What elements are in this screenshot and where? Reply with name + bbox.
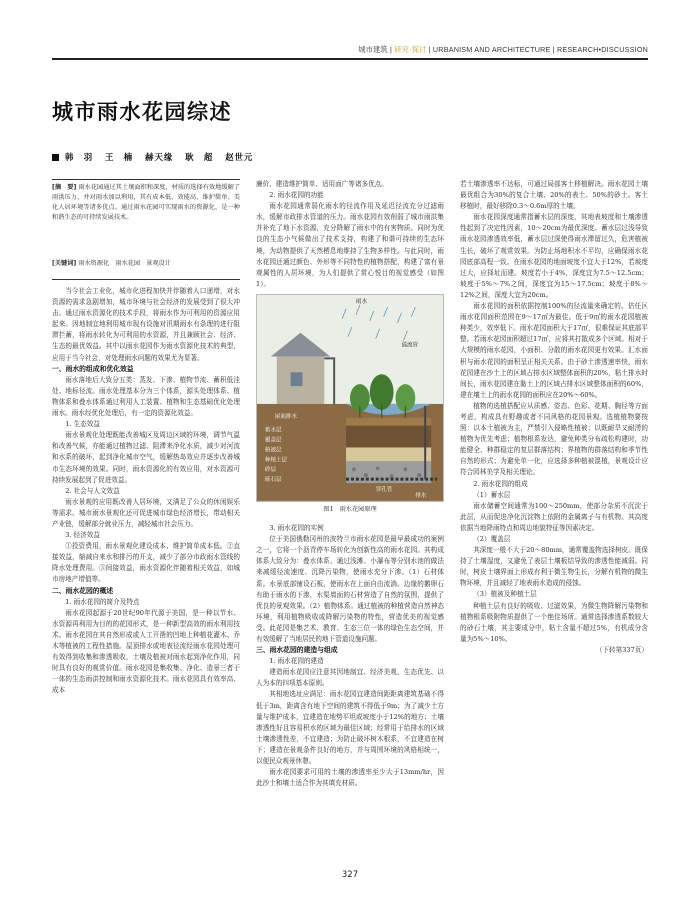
figure-caption: 图1 雨水花园原理 [323, 505, 377, 513]
paragraph: 廉价、建造维护简单、适用面广等诸多优点。 [256, 180, 388, 188]
soil-layer [346, 426, 431, 448]
paragraph: 若土壤渗透率不达标，可通过局部客土移植解决。雨水花园土壤最优组合为30%的复合土壤、20%的表土、50%的砂土。客土移植时，最好移除0.3～0.6m厚的土壤。 [460, 180, 648, 211]
author-names [65, 151, 261, 163]
journal-category: RESEARCH•DISCUSSION [557, 45, 648, 54]
section-heading: 二、雨水花园的概述 [52, 586, 114, 595]
label-ponding: 蓄水层 [264, 427, 282, 434]
paragraph: ①投资费用，雨水景观化建设成本、维护简单成本低。②直接效益，缩减自来水和排污的开支，减少了部分市政雨水管线的降水处理费用。③间接效益，雨水资源化伴随着相关效益，如城市房地产增值等。 [52, 542, 240, 584]
label-drain: 排水 [415, 492, 427, 499]
paragraph: 雨水落地后大致分五类：蒸发、下渗、植物节流、蓄积低洼处、地标径流。雨水处理基本分为三个体系，源头处理体系、植物体系和叠水体系通过利用人工装置、植物和生态基础优化处理雨水。雨水经优化处理后，有一定的资源化效益。 [52, 375, 240, 418]
journal-section: 城市建筑 [358, 45, 388, 54]
label-vegetation: 植被层 [264, 447, 282, 454]
continued-note: （下转第337页） [595, 645, 648, 654]
paragraph: 其深度一般不大于20～80mm，通常覆盖物选择树皮。既保持了土壤湿度，又避免了表层土壤板结导致的渗透性能减弱。同时，树皮土壤界面上形成有利于微生物生长，分解有机物的微生物环境，并且减轻了地表雨水造成的侵蚀。 [460, 546, 648, 588]
mulch-layer [346, 418, 431, 426]
label-mulch: 覆盖层 [264, 437, 282, 444]
subsection-heading: 1. 雨水花园的建造 [269, 657, 324, 666]
paragraph: 种植土层有良好的吸收、过滤效果，为微生物降解污染物和植物根系吸附物质提供了一个绝佳场所。通常选择渗透系数较大的砂石土壤，其主要成分中，粘土含量不超过5%，有机成分含量为5%～10%、 [460, 601, 648, 643]
label-roof-drain: 屋面排水 [274, 413, 297, 420]
subsection-heading: 1. 雨水花园的简介及特点 [65, 597, 140, 606]
paragraph: 雨水花园起源于20世纪90年代源于美国，是一种以节水、水资源再利用为目的的花园形式，是一种新型高效的雨水利用技术。雨水花园在其自然形成或人工开凿的凹地上种植花灌木、乔木等植被的工程性措施。屋顶排水或地表径流经雨水花园处理可有效得到收集和渗透吸收，土壤及植被对雨水起到净化作用，同时具有良好的观赏价值。雨水花园是集收集、净化、造景三者于一体的生态雨洪控制和雨水资源化技术。雨水花园具有效率高、成本 [52, 608, 240, 695]
article-title: 城市雨水花园综述 [52, 100, 232, 124]
section-heading: 三、雨水花园的建造与组成 [256, 646, 338, 655]
label-sand: 砂层 [264, 467, 276, 474]
paragraph: 雨水景观化处理既能改善城区及周边区域的环境，调节气温和改善气候，亦能通过植物过滤、阻滞来净化水质，减少对河流和水系的破坏，起到净化城市空气，缓解热岛效应并逐步改善城市生态环境的效果。同时，雨水资源化的有效应用，对水资源可持续发展起到了促进效益。 [52, 431, 240, 484]
author: 韩 羽 [65, 152, 94, 162]
keywords-text: 雨水资源化 雨水花园 景观设计 [78, 260, 171, 267]
paragraph: 位于美国俄勒冈州的波特兰市雨水花园是最早最成功的案例之一，它将一个沥青停车场转化为创新性高的雨水花园。其构成体系大致分为：叠水体系、通过浅滩、小瀑布等分别水池的做法来减缓径流速度、沉降污染物，使雨水充分下渗。（1）石材体系。水景底部铺设石板，使雨水在上面自由流淌。边缘的鹅卵石有助于雨水的下渗，水渠墙面的石材营造了自然的氛围，提供了优良的景观效果。（2）植物体系。通过植被的种植营造自然神态环境，利用植物吸收或降解污染物的特性，营造优美的视觉感受。此花园是集艺术、教育、生态三位一体的绿色生态空间，并有效缓解了当地居民的地下管道设施问题。 [256, 535, 444, 643]
page-number: 327 [341, 870, 359, 880]
abstract-text: 雨水花园通过其土壤面积和深度，材质的选择有效地缓解了雨洪压力，并对雨水加以利用，其有成本低、效能高、维护简单、美化人居环境等诸多优点。通过雨水花园可实现雨水的资源化，是一种和谐生态的可持续发展技术。 [52, 184, 240, 221]
author: 赵世元 [225, 152, 254, 162]
header-divider [52, 58, 648, 60]
paragraph: 雨水花园通常弱化雨水的径流作用及延迟径流充分过滤雨水，缓解市政排水管道的压力。雨水花园有效削弱了城市雨洪集并补充了地下水资源，充分降解了雨水中的有害物质。同时为优良的生态小气候做出了技术支持，构建了和谐可持续的生态环境，为动物提供了天然栖息地维持了生物多样性。与此同时，雨水花园还通过颜色、外形等不同特性的植物搭配，构建了富有景观属性的人居环境，为人们提供了赏心悦目的视觉感受（如图1）。 [256, 202, 444, 288]
label-overflow-pipe: 溢流管 [401, 342, 419, 349]
rain-garden-diagram [256, 294, 444, 502]
keywords-label: [关键词] [52, 260, 77, 267]
label-perforated-pipe: 穿孔管 [375, 486, 393, 493]
label-rain: 雨水 [355, 298, 368, 305]
author-line [52, 151, 261, 163]
paragraph: 雨水花园深度通常指蓄水层的深度，其地表坡度和土壤渗透性起到了决定性因素，10～20cm为最优深度。蓄水层过浅导致雨水花园渗透效率低，蓄水层过深使得雨水滞留过久，危害植被生长，破坏了观赏效果。为防止场地积水不平均，应确保雨水花园底部高程一致。在雨水花园的地面坡度不宜大于12%，若坡度过大，应择址而建。坡度若小于4%，深度宜为7.5～12.5cm；坡度于5%～7%之间，深度宜为15～17.5cm；坡度于8%～12%之间，深度大宜为20cm。 [460, 213, 648, 299]
text-column-3 [460, 179, 648, 656]
subsection-heading: 3. 经济效益 [65, 531, 100, 540]
section-heading: 一、雨水的组成和优化效益 [52, 364, 134, 373]
paragraph: 其相地选址应满足：雨水花园宜建造间距距离建筑基础不得低于3m，距离含有地下空间的建筑不得低于9m；为了减少土方量与维护成本，宜建造在地势平坦或坡度小于12%的地方；土壤渗透性好且容易积水的区域为最佳区域；经常用于给排水的区域土壤渗透性差，不宜建造；为防止破坏树木根系，不宜建造在树下；建造在景观条件良好的地方，并与周围环境的风格相统一，以便民众观景休憩。 [256, 690, 444, 765]
rain-garden-diagram-svg [257, 295, 443, 501]
author: 赫天缘 [145, 152, 174, 162]
abstract-label: [摘 要] [52, 184, 77, 191]
sub-subsection-heading: （1）蓄水层 [473, 490, 511, 499]
abstract-block [52, 179, 240, 280]
subsection-heading: 2. 雨水花园的组成 [473, 479, 528, 488]
author: 耿 超 [185, 152, 214, 162]
paragraph: 雨水花园的面积依据控制100%的径流量来确定的。估任区雨水花园面积范围在9～17㎡为最佳。低于9㎡的雨水花园植被种类少，效率低下。雨水花园面积大于17㎡，很难保证其底部平整。若雨水花园面积超过17㎡，应将其打散成多个区域。相对于大规模的雨水花园，小面积、分散的雨水花园更有效果。汇水面积与雨水花园的面积呈正相关关系。由于砂土渗透速率快，雨水花园建在沙土上的区域占排水区域整体面积的20%，粘土排水时间长，雨水花园建在黏土上的区域占排水区域整体面积的60%，建在壤土上的雨水花园的面积应在20%～60%。 [460, 302, 648, 399]
text-column-1 [52, 179, 240, 696]
journal-english: URBANISM AND ARCHITECTURE [432, 45, 551, 54]
paragraph: 当今社会工业化，城市化进程加快并伴随着人口递增，对水资源的需求急剧增加，城市环境与社会经济的发展受到了很大冲击。通过雨水资源化的技术手段，将雨水作为可利用的资源应用起来。因地制宜地利用城市现有设施对汛期雨水有条理的进行阻滞拦蓄，将雨水转化为可利用的水资源，并且兼顾社会、经济、生态的最优效益。其中以雨水花园作为雨水资源化技术的典型，应用于当今社会，对处理雨水问题的效果尤为显著。 [52, 287, 240, 362]
square-bullet-icon [52, 154, 59, 161]
label-soil: 种植土层 [264, 457, 288, 464]
subsection-heading: 2. 雨水花园的功能 [269, 191, 324, 200]
label-gravel: 砾石层 [264, 477, 282, 484]
journal-header: 城市建筑 | 研究·探讨 | URBANISM AND ARCHITECTURE | RESEARCH•DISCUSSION [358, 45, 648, 54]
subsection-heading: 3. 雨水花园的实例 [269, 524, 324, 533]
paragraph: 植物的选植搭配应从质感、姿态、色彩、花期、胸径等方面考虑，构成具有野趣或者不同风格的花园景观。选植植物要按照：以本土植被为主，严禁引入侵略性植被；以既耐旱又耐涝的植物为优先考虑；植物根系发达，避免种类分布疏松构建时，功能健全、种群稳定的复层群落结构；界植物的群落结构和季节性自然的形式；为避免单一化，应选择多种植被混植，景观设计应符合园林美学及相关理论。 [460, 401, 648, 477]
paragraph: 建造雨水花园应注意其因地制宜、经济美观、生态优先、以人为本的四项基本原则。 [256, 668, 444, 688]
paragraph: 雨水储蓄空间通常为100～250mm，使部分杂质不沉淀于此层，从而促进净化沉淀物上依附的金属离子与有机物。其高度依据当地降雨特点和周边地貌特征等因素决定。 [460, 501, 648, 532]
sand-layer [346, 447, 431, 461]
subsection-heading: 2. 社会与人文效益 [65, 486, 120, 495]
subsection-heading: 1. 生态效益 [65, 420, 100, 429]
journal-subsection: 研究·探讨 [394, 45, 427, 54]
house-window [291, 372, 303, 386]
paragraph: 雨水花园要求可用的土壤的渗透率至少大于13mm/hr，因此沙土和壤土适合作为其填充材质。 [256, 768, 444, 788]
paragraph: 雨水景观的应用既改善人居环境，又满足了公众的休闲娱乐等需求。城市雨水景观化还可促进城市绿色经济增长，带动相关产业链，缓解部分就业压力，减轻城市社会压力。 [52, 497, 240, 528]
sub-subsection-heading: （2）覆盖层 [473, 535, 511, 543]
text-column-2 [256, 179, 444, 789]
author: 王 楠 [105, 152, 134, 162]
sub-subsection-heading: （3）植被及种植土层 [473, 590, 537, 599]
